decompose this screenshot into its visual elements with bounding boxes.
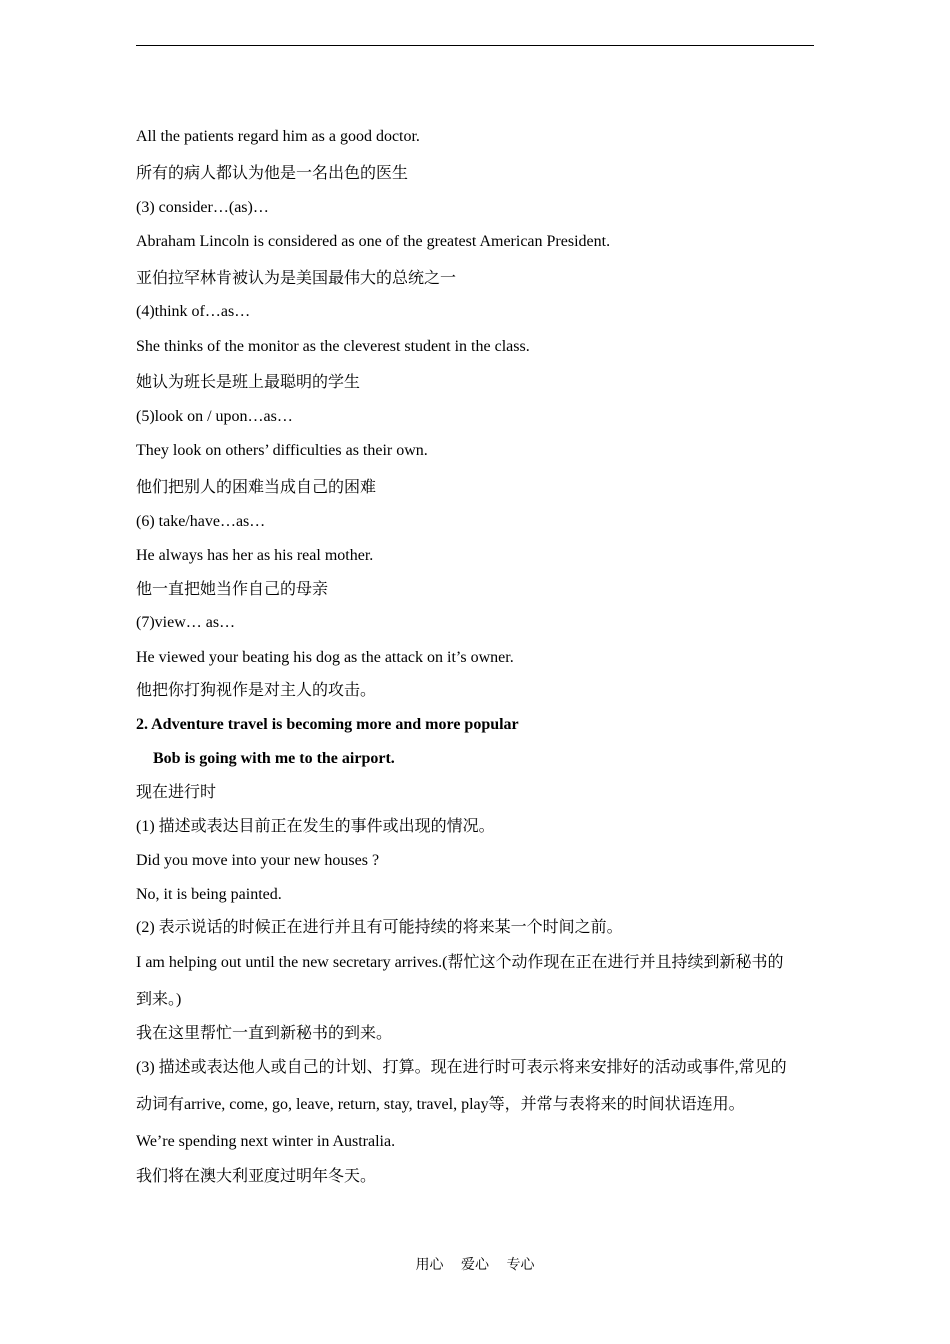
text-line: (7)view… as… xyxy=(136,614,236,631)
text-line: No, it is being painted. xyxy=(136,886,282,903)
text-line: All the patients regard him as a good doctor. xyxy=(136,128,420,145)
text-line: Did you move into your new houses ? xyxy=(136,852,380,869)
text-line: 动词有arrive, come, go, leave, return, stay, travel, play等，并常与表将来的时间状语连用。 xyxy=(136,1096,745,1113)
text-line: 到来。) xyxy=(136,991,182,1008)
text-line: 我们将在澳大利亚度过明年冬天。 xyxy=(136,1168,377,1185)
text-line: 她认为班长是班上最聪明的学生 xyxy=(136,374,361,391)
text-line: (3) 描述或表达他人或自己的计划、打算。现在进行时可表示将来安排好的活动或事件,常见的 xyxy=(136,1059,787,1076)
text-line: (3) consider…(as)… xyxy=(136,199,269,216)
text-line: 我在这里帮忙一直到新秘书的到来。 xyxy=(136,1025,393,1042)
text-line: He always has her as his real mother. xyxy=(136,547,374,564)
text-line: 他们把别人的困难当成自己的困难 xyxy=(136,479,377,496)
footer-item: 用心 xyxy=(415,1258,444,1273)
text-line: 他一直把她当作自己的母亲 xyxy=(136,581,329,598)
text-line: (2) 表示说话的时候正在进行并且有可能持续的将来某一个时间之前。 xyxy=(136,919,623,936)
text-line: She thinks of the monitor as the cleverest student in the class. xyxy=(136,338,530,355)
text-line: (1) 描述或表达目前正在发生的事件或出现的情况。 xyxy=(136,818,495,835)
text-line: We’re spending next winter in Australia. xyxy=(136,1133,396,1150)
text-line: 现在进行时 xyxy=(136,784,217,801)
text-line: I am helping out until the new secretary arrives.(帮忙这个动作现在正在进行并且持续到新秘书的 xyxy=(136,954,784,971)
footer-item: 专心 xyxy=(506,1258,535,1273)
text-line: They look on others’ difficulties as their own. xyxy=(136,442,428,459)
text-line: (5)look on / upon…as… xyxy=(136,408,293,425)
text-line: (4)think of…as… xyxy=(136,303,251,320)
header-rule xyxy=(136,45,814,46)
text-line: (6) take/have…as… xyxy=(136,513,266,530)
text-line: Abraham Lincoln is considered as one of the greatest American President. xyxy=(136,233,611,250)
section-heading-example: Bob is going with me to the airport. xyxy=(153,750,395,767)
text-line: He viewed your beating his dog as the attack on it’s owner. xyxy=(136,649,514,666)
text-line: 亚伯拉罕林肯被认为是美国最伟大的总统之一 xyxy=(136,270,457,287)
text-line: 他把你打狗视作是对主人的攻击。 xyxy=(136,682,377,699)
text-line: 所有的病人都认为他是一名出色的医生 xyxy=(136,165,409,182)
section-heading: 2. Adventure travel is becoming more and more popular xyxy=(136,716,519,733)
page-footer xyxy=(0,1257,950,1275)
footer-item: 爱心 xyxy=(461,1258,489,1273)
